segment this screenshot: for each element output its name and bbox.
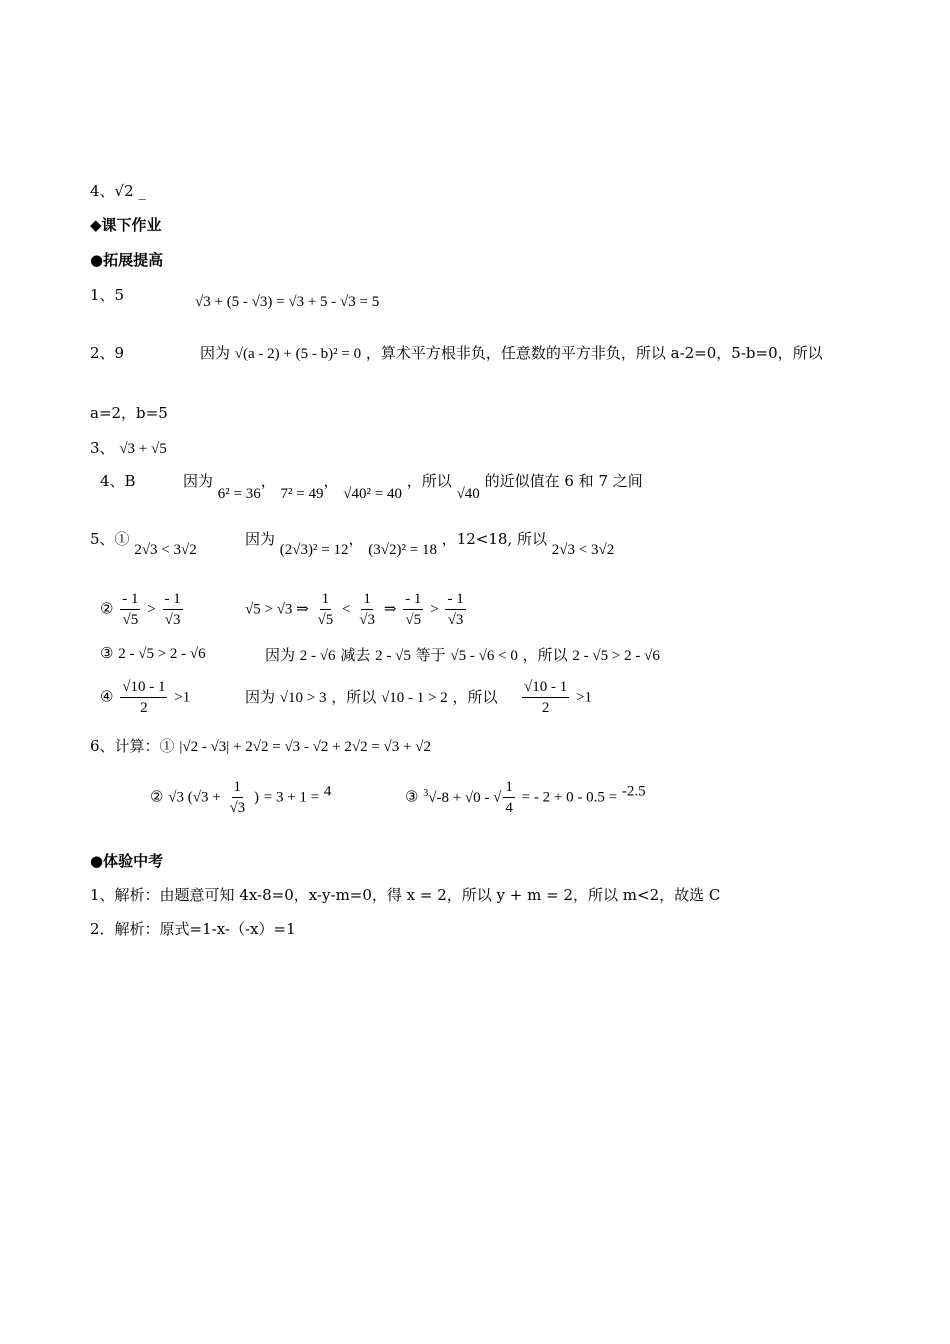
q3-expression: √3 + √5 <box>119 441 167 457</box>
q5c-expr-2: 2 - √6 <box>299 648 336 664</box>
q5d-expr-2: √10 - 1 > 2 <box>381 690 448 706</box>
section-extension-heading: ●拓展提高 <box>90 251 164 269</box>
q5-expr-1: 2√3 < 3√2 <box>134 542 197 558</box>
q6c-label: ③ <box>405 787 419 806</box>
q6c-equation: = - 2 + 0 - 0.5 = <box>521 789 618 806</box>
q4-expr-3: √40² = 40 <box>343 486 402 502</box>
q5-expr-2: (2√3)² = 12 <box>279 542 349 558</box>
q4-text-1: ，所以 <box>406 472 452 490</box>
q2-text: ，算术平方根非负，任意数的平方非负，所以 a-2=0，5-b=0，所以 <box>365 344 823 362</box>
q5c-because: 因为 <box>265 646 296 664</box>
q6b-label: ② <box>150 787 164 806</box>
q5-expr-3: (3√2)² = 18 <box>368 542 437 558</box>
q1-label: 1、5 <box>90 286 125 304</box>
q5-label: 5、① <box>90 530 130 548</box>
q6-label: 6、计算：① <box>90 737 175 755</box>
q6c-answer: -2.5 <box>621 783 646 800</box>
q6c-line: ③ $^3$√-8 + √0 - √ $\frac{1}{4}$ = - 2 + 0 - 0.5 = $^{-2.5}$ <box>405 779 646 816</box>
q5d-result: $\frac{√10 - 1}{2}$ >1 <box>524 679 592 716</box>
q5b-explanation: √5 > √3 ⇒ $\frac{1}{√5}$ < $\frac{1}{√3}$ ⇒ $\frac{- 1}{√5}$ > $\frac{- 1}{√3}$ <box>245 591 464 628</box>
q5d-because: 因为 <box>245 688 276 706</box>
q5b-frac-5: $\frac{- 1}{√5}$ <box>405 591 422 628</box>
section-homework-heading: ◆课下作业 <box>90 216 162 234</box>
section-exam-heading: ●体验中考 <box>90 852 164 870</box>
q5b-frac-2: $\frac{- 1}{√3}$ <box>164 591 181 628</box>
q5d-frac-2: $\frac{√10 - 1}{2}$ <box>524 679 568 716</box>
q3-label: 3、 <box>90 439 115 457</box>
q2-continued: a=2，b=5 <box>90 404 168 422</box>
q5b-expr: √5 > √3 ⇒ <box>245 601 309 618</box>
q6b-line: ② √3 (√3 + $\frac{1}{√3}$ ) = 3 + 1 = $^4$ <box>150 779 332 816</box>
q5b-frac-1: $\frac{- 1}{√5}$ <box>122 591 139 628</box>
q5b-frac-4: $\frac{1}{√3}$ <box>359 591 376 628</box>
q6-expr-1: |√2 - √3| + 2√2 = √3 - √2 + 2√2 = √3 + √2 <box>179 739 431 755</box>
q5d-text-2: ，所以 <box>452 688 498 706</box>
q5b-frac-6: $\frac{- 1}{√3}$ <box>447 591 464 628</box>
q5b-label: ② <box>100 599 114 618</box>
q4-text-2: 的近似值在 6 和 7 之间 <box>484 472 643 490</box>
q1-expression: √3 + (5 - √3) = √3 + 5 - √3 = 5 <box>195 294 380 310</box>
q4-expr-4: √40 <box>456 486 480 502</box>
q5c-text-2: 等于 <box>415 646 446 664</box>
q6-line <box>90 735 431 756</box>
q3-line <box>90 437 167 458</box>
q5d-line: ④ $\frac{√10 - 1}{2}$ >1 <box>100 679 191 716</box>
q2-line <box>200 342 823 363</box>
q5c-label: ③ <box>100 644 114 662</box>
q5c-expr-5: 2 - √5 > 2 - √6 <box>572 648 660 664</box>
q5d-label: ④ <box>100 687 114 706</box>
q4-expr-2: 7² = 49 <box>280 486 324 502</box>
q6b-equation: = 3 + 1 = <box>263 789 320 806</box>
q4-because: 因为 <box>183 472 214 490</box>
answer-4-text: 4、√2 _ <box>90 182 146 200</box>
q2-because: 因为 <box>200 344 231 362</box>
q4-line: 因为 6² = 36， 7² = 49， √40² = 40 ，所以 √40 的近似值在 6 和 7 之间 <box>183 472 643 502</box>
q6b-frac: $\frac{1}{√3}$ <box>229 779 246 816</box>
q5d-text-1: ，所以 <box>331 688 377 706</box>
q5d-expr-1: √10 > 3 <box>279 690 327 706</box>
q5c-text-3: ，所以 <box>522 646 568 664</box>
q6c-frac: $\frac{1}{4}$ <box>505 779 513 816</box>
q5d-explanation <box>245 686 498 707</box>
exam-answer-1: 1、解析：由题意可知 4x-8=0，x-y-m=0，得 x = 2，所以 y + m = 2，所以 m<2，故选 C <box>90 886 721 904</box>
q5-text: ，12<18, 所以 <box>441 530 548 548</box>
answer-4-line <box>90 180 146 201</box>
q5c-expr-1: 2 - √5 > 2 - √6 <box>118 646 206 662</box>
q5-because: 因为 <box>245 530 276 548</box>
q6b-answer: 4 <box>323 783 332 800</box>
q5c-text-1: 减去 <box>340 646 371 664</box>
q5-line <box>90 528 197 558</box>
q5b-line: ② $\frac{- 1}{√5}$ > $\frac{- 1}{√3}$ <box>100 591 181 628</box>
q5-explanation: 因为 (2√3)² = 12， (3√2)² = 18 ，12<18, 所以 2√3 < 3√2 <box>245 530 615 558</box>
q5b-frac-3: $\frac{1}{√5}$ <box>317 591 334 628</box>
q4-expr-1: 6² = 36 <box>217 486 261 502</box>
q5c-expr-3: 2 - √5 <box>375 648 411 664</box>
q5c-explanation <box>265 644 660 665</box>
q5d-frac-1: $\frac{√10 - 1}{2}$ <box>122 679 166 716</box>
q4-label: 4、B <box>100 472 136 490</box>
q5-expr-4: 2√3 < 3√2 <box>551 542 615 558</box>
q5c-expr-4: √5 - √6 < 0 <box>450 648 518 664</box>
q2-label: 2、9 <box>90 344 125 362</box>
q5c-line <box>100 644 206 663</box>
q2-expression: √(a - 2) + (5 - b)² = 0 <box>234 346 362 362</box>
exam-answer-2: 2．解析：原式=1-x-（-x）=1 <box>90 920 296 938</box>
